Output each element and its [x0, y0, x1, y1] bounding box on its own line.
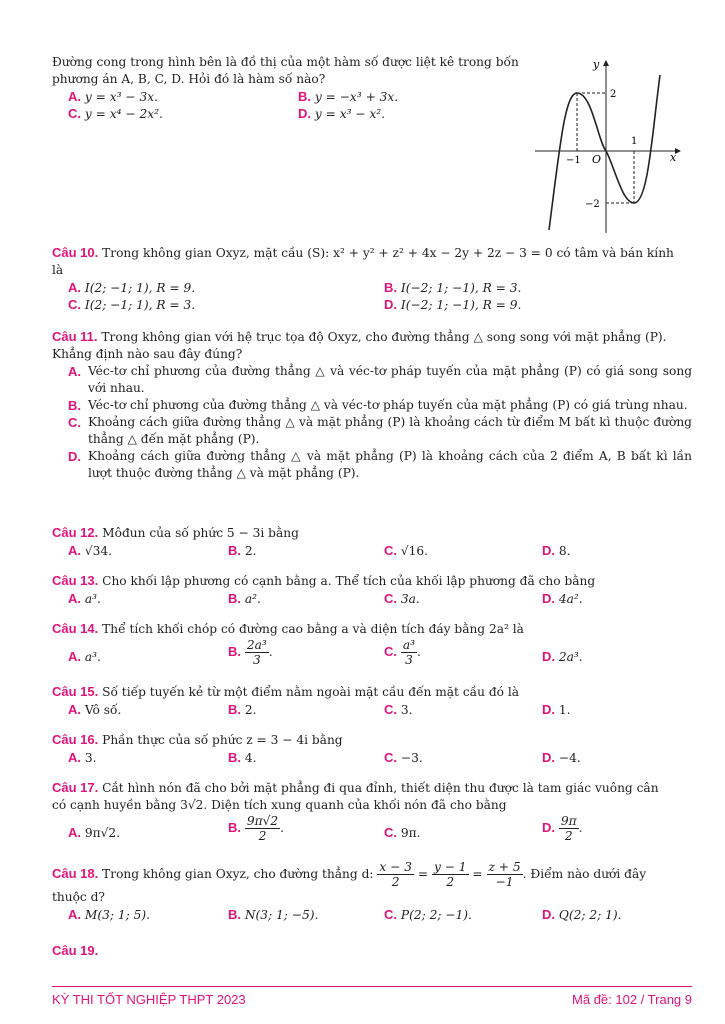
- question-text-cont: Khẳng định nào sau đây đúng?: [52, 347, 243, 361]
- option-text: y = −x³ + 3x.: [314, 90, 399, 104]
- option-text: 4a².: [558, 592, 583, 606]
- option-text: M(3; 1; 5).: [84, 908, 150, 922]
- options-row: [52, 296, 692, 313]
- option-tail: .: [417, 645, 421, 659]
- option-text: a³.: [84, 650, 101, 664]
- fraction-numerator: a³: [402, 638, 416, 652]
- option-text: 9π.: [400, 826, 421, 840]
- fraction-numerator: x − 3: [379, 860, 412, 874]
- fraction-denominator: 2: [258, 829, 267, 843]
- tick-x-minus1: −1: [566, 155, 581, 166]
- option-tail: .: [268, 645, 273, 659]
- option-label: A.: [68, 364, 81, 379]
- fraction-denominator: 3: [252, 653, 261, 667]
- option-item: [52, 414, 692, 448]
- question-number: Câu 16.: [52, 732, 99, 747]
- fraction-numerator: 9π√2: [246, 814, 279, 828]
- option-text: a³.: [84, 592, 101, 606]
- fraction-denominator: 2: [446, 875, 455, 889]
- option-text: P(2; 2; −1).: [400, 908, 472, 922]
- y-axis-label: y: [593, 58, 600, 71]
- option-text: I(2; −1; 1), R = 3.: [84, 298, 196, 312]
- question-text-post: . Điểm nào dưới đây: [522, 867, 647, 881]
- options-row: [52, 542, 692, 559]
- fraction-numerator: 9π: [560, 814, 577, 828]
- question-text: Môđun của số phức 5 − 3i bằng: [102, 526, 299, 540]
- option-text: 8.: [558, 544, 571, 558]
- footer-page-info: Mã đề: 102 / Trang 9: [572, 992, 692, 1007]
- fraction-numerator: 2a³: [246, 638, 267, 652]
- footer-exam-title: KỲ THI TỐT NGHIỆP THPT 2023: [52, 992, 246, 1007]
- question-14: [52, 620, 692, 674]
- x-axis-label: x: [670, 151, 677, 164]
- fraction-denominator: 2: [564, 829, 573, 843]
- option-text: 2.: [244, 544, 257, 558]
- option-text: Khoảng cách giữa đường thẳng △ và mặt phẳng (P) là khoảng cách của 2 điểm A, B bất kì lần lượt thuộc đường thẳng △ và mặt phẳng (P).: [88, 449, 692, 480]
- option-label: D.: [542, 820, 555, 835]
- fraction-x: [377, 860, 414, 889]
- intro-options-row2: [52, 105, 522, 122]
- option-label: B.: [298, 89, 311, 104]
- curve: [549, 75, 660, 230]
- option-text: −3.: [400, 751, 423, 765]
- question-text-cont: thuộc d?: [52, 890, 105, 904]
- option-label: D.: [542, 649, 555, 664]
- option-label: B.: [228, 543, 241, 558]
- intro-options-row1: [52, 88, 522, 105]
- option-label: C.: [384, 825, 397, 840]
- question-13: [52, 572, 692, 607]
- fraction-denominator: 2: [391, 875, 400, 889]
- fraction: [559, 814, 579, 843]
- fraction-denominator: 3: [405, 653, 413, 667]
- question-12: [52, 524, 692, 559]
- option-label: B.: [228, 907, 241, 922]
- option-label: B.: [228, 644, 241, 659]
- option-label: A.: [68, 89, 81, 104]
- question-text: Thể tích khối chóp có đường cao bằng a và diện tích đáy bằng 2a² là: [102, 622, 524, 636]
- fraction-denominator: −1: [495, 875, 514, 889]
- option-text: I(2; −1; 1), R = 9.: [84, 281, 196, 295]
- option-label: D.: [68, 449, 81, 464]
- question-number: Câu 10.: [52, 245, 99, 260]
- fraction-y: [432, 860, 469, 889]
- option-text: Khoảng cách giữa đường thẳng △ và mặt phẳng (P) là khoảng cách từ điểm M bất kì thuộc đường thẳng △ đến mặt phẳng (P).: [88, 415, 692, 446]
- question-text: Cắt hình nón đã cho bởi mặt phẳng đi qua đỉnh, thiết diện thu được là tam giác vuông cân: [102, 781, 659, 795]
- option-label: C.: [384, 907, 397, 922]
- option-text: 1.: [558, 703, 571, 717]
- option-text: y = x⁴ − 2x².: [84, 107, 163, 121]
- option-label: B.: [68, 398, 81, 413]
- option-text: y = x³ − 3x.: [84, 90, 158, 104]
- question-text: Số tiếp tuyến kẻ từ một điểm nằm ngoài mặt cầu đến mặt cầu đó là: [102, 685, 520, 699]
- option-text: 4.: [244, 751, 257, 765]
- option-label: A.: [68, 750, 81, 765]
- question-number: Câu 11.: [52, 329, 98, 344]
- option-label: B.: [228, 750, 241, 765]
- intro-text-line2: phương án A, B, C, D. Hỏi đó là hàm số nào?: [52, 72, 326, 86]
- option-text: N(3; 1; −5).: [244, 908, 319, 922]
- question-16: [52, 731, 692, 766]
- option-text: −4.: [558, 751, 581, 765]
- option-label: A.: [68, 907, 81, 922]
- option-text: Véc-tơ chỉ phương của đường thẳng △ và véc-tơ pháp tuyến của mặt phẳng (P) có giá trùng nhau.: [88, 398, 688, 412]
- option-label: C.: [68, 297, 81, 312]
- options-row: [52, 814, 692, 850]
- option-text: √34.: [84, 544, 113, 558]
- fraction: [245, 814, 280, 843]
- fraction-numerator: y − 1: [433, 860, 467, 874]
- option-label: A.: [68, 702, 81, 717]
- option-label: A.: [68, 825, 81, 840]
- option-label: A.: [68, 280, 81, 295]
- intro-question: [52, 54, 522, 122]
- option-label: B.: [384, 280, 397, 295]
- option-text: y = x³ − x².: [314, 107, 386, 121]
- question-text: Trong không gian Oxyz, mặt cầu (S): x² + y² + z² + 4x − 2y + 2z − 3 = 0 có tâm và bán kính: [102, 246, 674, 260]
- option-text: 3a.: [400, 592, 420, 606]
- question-10: [52, 244, 692, 313]
- option-label: D.: [542, 750, 555, 765]
- question-number: Câu 12.: [52, 525, 99, 540]
- origin-label: O: [592, 153, 602, 166]
- tick-y-minus2: −2: [585, 199, 600, 210]
- question-text: Trong không gian Oxyz, cho đường thẳng d:: [102, 867, 374, 881]
- option-label: C.: [384, 750, 397, 765]
- question-18: Câu 18. Trong không gian Oxyz, cho đường thẳng d: $\frac{x - 3}{2}$ = $\frac{y - 1}{2}$ = $\frac{z + 5}{-1}$ . Điểm nào dưới đây thuộc d? A. M(3; 1; 5). B. N(3; 1; −5). C. P(2; 2; −1). D. Q(2; 2; 1).: [52, 860, 692, 923]
- option-item: [52, 397, 692, 414]
- options-row: [52, 279, 692, 296]
- tick-x-1: 1: [631, 136, 638, 147]
- question-15: [52, 683, 692, 718]
- option-label: B.: [228, 591, 241, 606]
- question-number: Câu 19.: [52, 943, 99, 958]
- option-label: C.: [384, 591, 397, 606]
- option-label: C.: [384, 543, 397, 558]
- question-17: [52, 779, 692, 850]
- question-19: [52, 942, 692, 960]
- fraction: [245, 638, 269, 667]
- question-number: Câu 15.: [52, 684, 99, 699]
- fraction: [401, 638, 417, 667]
- question-text-cont: có cạnh huyền bằng 3√2. Diện tích xung quanh của khối nón đã cho bằng: [52, 798, 507, 812]
- option-label: D.: [542, 591, 555, 606]
- option-text: √16.: [400, 544, 429, 558]
- options-row: [52, 590, 692, 607]
- option-label: D.: [298, 106, 311, 121]
- option-text: Véc-tơ chỉ phương của đường thẳng △ và véc-tơ pháp tuyến của mặt phẳng (P) có giá song song với nhau.: [88, 364, 692, 395]
- options-row: [52, 638, 692, 674]
- option-text: 2a³.: [558, 650, 583, 664]
- option-label: D.: [384, 297, 397, 312]
- fraction-numerator: z + 5: [488, 860, 521, 874]
- question-text: Cho khối lập phương có cạnh bằng a. Thể tích của khối lập phương đã cho bằng: [102, 574, 596, 588]
- fraction-z: [487, 860, 523, 889]
- options-row: [52, 906, 692, 923]
- option-label: C.: [68, 415, 81, 430]
- option-label: D.: [542, 907, 555, 922]
- option-label: D.: [542, 702, 555, 717]
- option-text: Vô số.: [84, 703, 122, 717]
- option-text: 3.: [400, 703, 413, 717]
- footer-divider: [52, 986, 692, 987]
- option-tail: .: [578, 821, 583, 835]
- option-item: [52, 448, 692, 482]
- option-text: I(−2; 1; −1), R = 3.: [400, 281, 522, 295]
- option-text: 9π√2.: [84, 826, 121, 840]
- intro-text-line1: Đường cong trong hình bên là đồ thị của một hàm số được liệt kê trong bốn: [52, 55, 519, 69]
- question-11: [52, 328, 692, 482]
- question-number: Câu 13.: [52, 573, 99, 588]
- option-label: A.: [68, 543, 81, 558]
- option-tail: .: [280, 821, 285, 835]
- option-label: D.: [542, 543, 555, 558]
- option-label: B.: [228, 820, 241, 835]
- question-number: Câu 17.: [52, 780, 99, 795]
- option-text: Q(2; 2; 1).: [558, 908, 622, 922]
- option-item: [52, 363, 692, 397]
- option-text: 3.: [84, 751, 97, 765]
- option-label: B.: [228, 702, 241, 717]
- question-number: Câu 14.: [52, 621, 99, 636]
- option-label: C.: [68, 106, 81, 121]
- option-label: A.: [68, 649, 81, 664]
- option-label: A.: [68, 591, 81, 606]
- option-text: I(−2; 1; −1), R = 9.: [400, 298, 522, 312]
- tick-y-2: 2: [610, 89, 617, 100]
- option-label: C.: [384, 702, 397, 717]
- options-row: [52, 749, 692, 766]
- options-row: [52, 701, 692, 718]
- option-text: 2.: [244, 703, 257, 717]
- question-number: Câu 18.: [52, 866, 99, 881]
- question-text: Phần thực của số phức z = 3 − 4i bằng: [102, 733, 343, 747]
- question-text-cont: là: [52, 263, 64, 277]
- function-graph: [530, 55, 690, 235]
- option-text: a².: [244, 592, 261, 606]
- question-text: Trong không gian với hệ trục tọa độ Oxyz, cho đường thẳng △ song song với mặt phẳng (P).: [101, 330, 667, 344]
- option-label: C.: [384, 644, 397, 659]
